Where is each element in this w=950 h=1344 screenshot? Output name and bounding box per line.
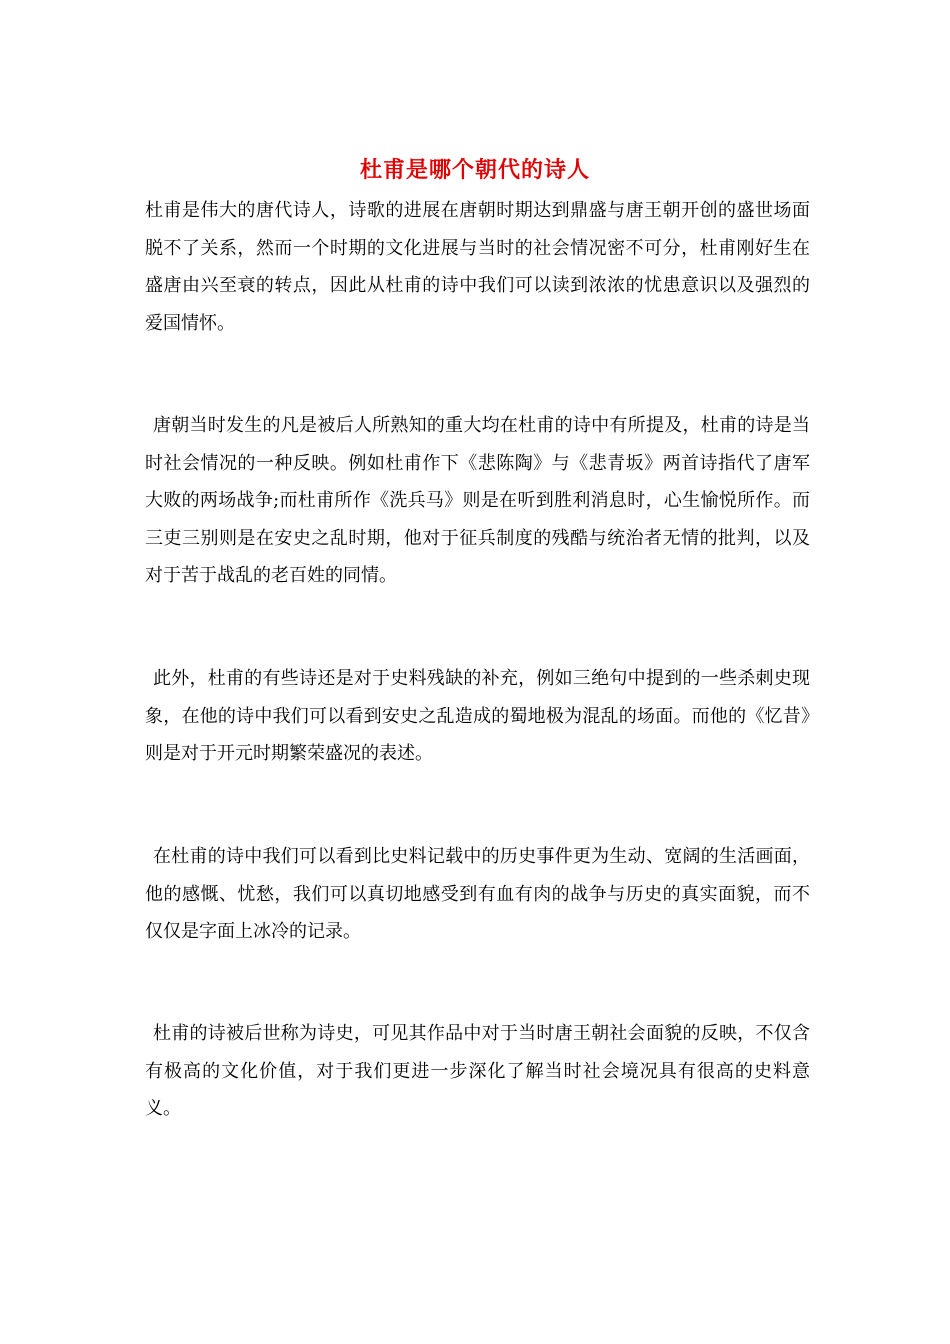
paragraph-1: 杜甫是伟大的唐代诗人，诗歌的进展在唐朝时期达到鼎盛与唐王朝开创的盛世场面脱不了关系，然而一个时期的文化进展与当时的社会情况密不可分，杜甫刚好生在盛唐由兴至衰的转点，因此从杜甫的诗中我们可以读到浓浓的忧患意识以及强烈的爱国情怀。 — [145, 200, 810, 334]
paragraph-4: 在杜甫的诗中我们可以看到比史料记载中的历史事件更为生动、宽阔的生活画面，他的感慨、忧愁，我们可以真切地感受到有血有肉的战争与历史的真实面貌，而不仅仅是字面上冰冷的记录。 — [145, 846, 810, 942]
paragraph-5: 杜甫的诗被后世称为诗史，可见其作品中对于当时唐王朝社会面貌的反映，不仅含有极高的文化价值，对于我们更进一步深化了解当时社会境况具有很高的史料意义。 — [145, 1023, 810, 1119]
paragraph-3: 此外，杜甫的有些诗还是对于史料残缺的补充，例如三绝句中提到的一些杀刺史现象，在他的诗中我们可以看到安史之乱造成的蜀地极为混乱的场面。而他的《忆昔》则是对于开元时期繁荣盛况的表述。 — [145, 668, 810, 764]
document-title: 杜甫是哪个朝代的诗人 — [359, 157, 590, 183]
paragraph-2: 唐朝当时发生的凡是被后人所熟知的重大均在杜甫的诗中有所提及，杜甫的诗是当时社会情况的一种反映。例如杜甫作下《悲陈陶》与《悲青坂》两首诗指代了唐军大败的两场战争;而杜甫所作《洗兵马》则是在听到胜利消息时，心生愉悦所作。而三吏三别则是在安史之乱时期，他对于征兵制度的残酷与统治者无情的批判，以及对于苦于战乱的老百姓的同情。 — [145, 415, 810, 586]
